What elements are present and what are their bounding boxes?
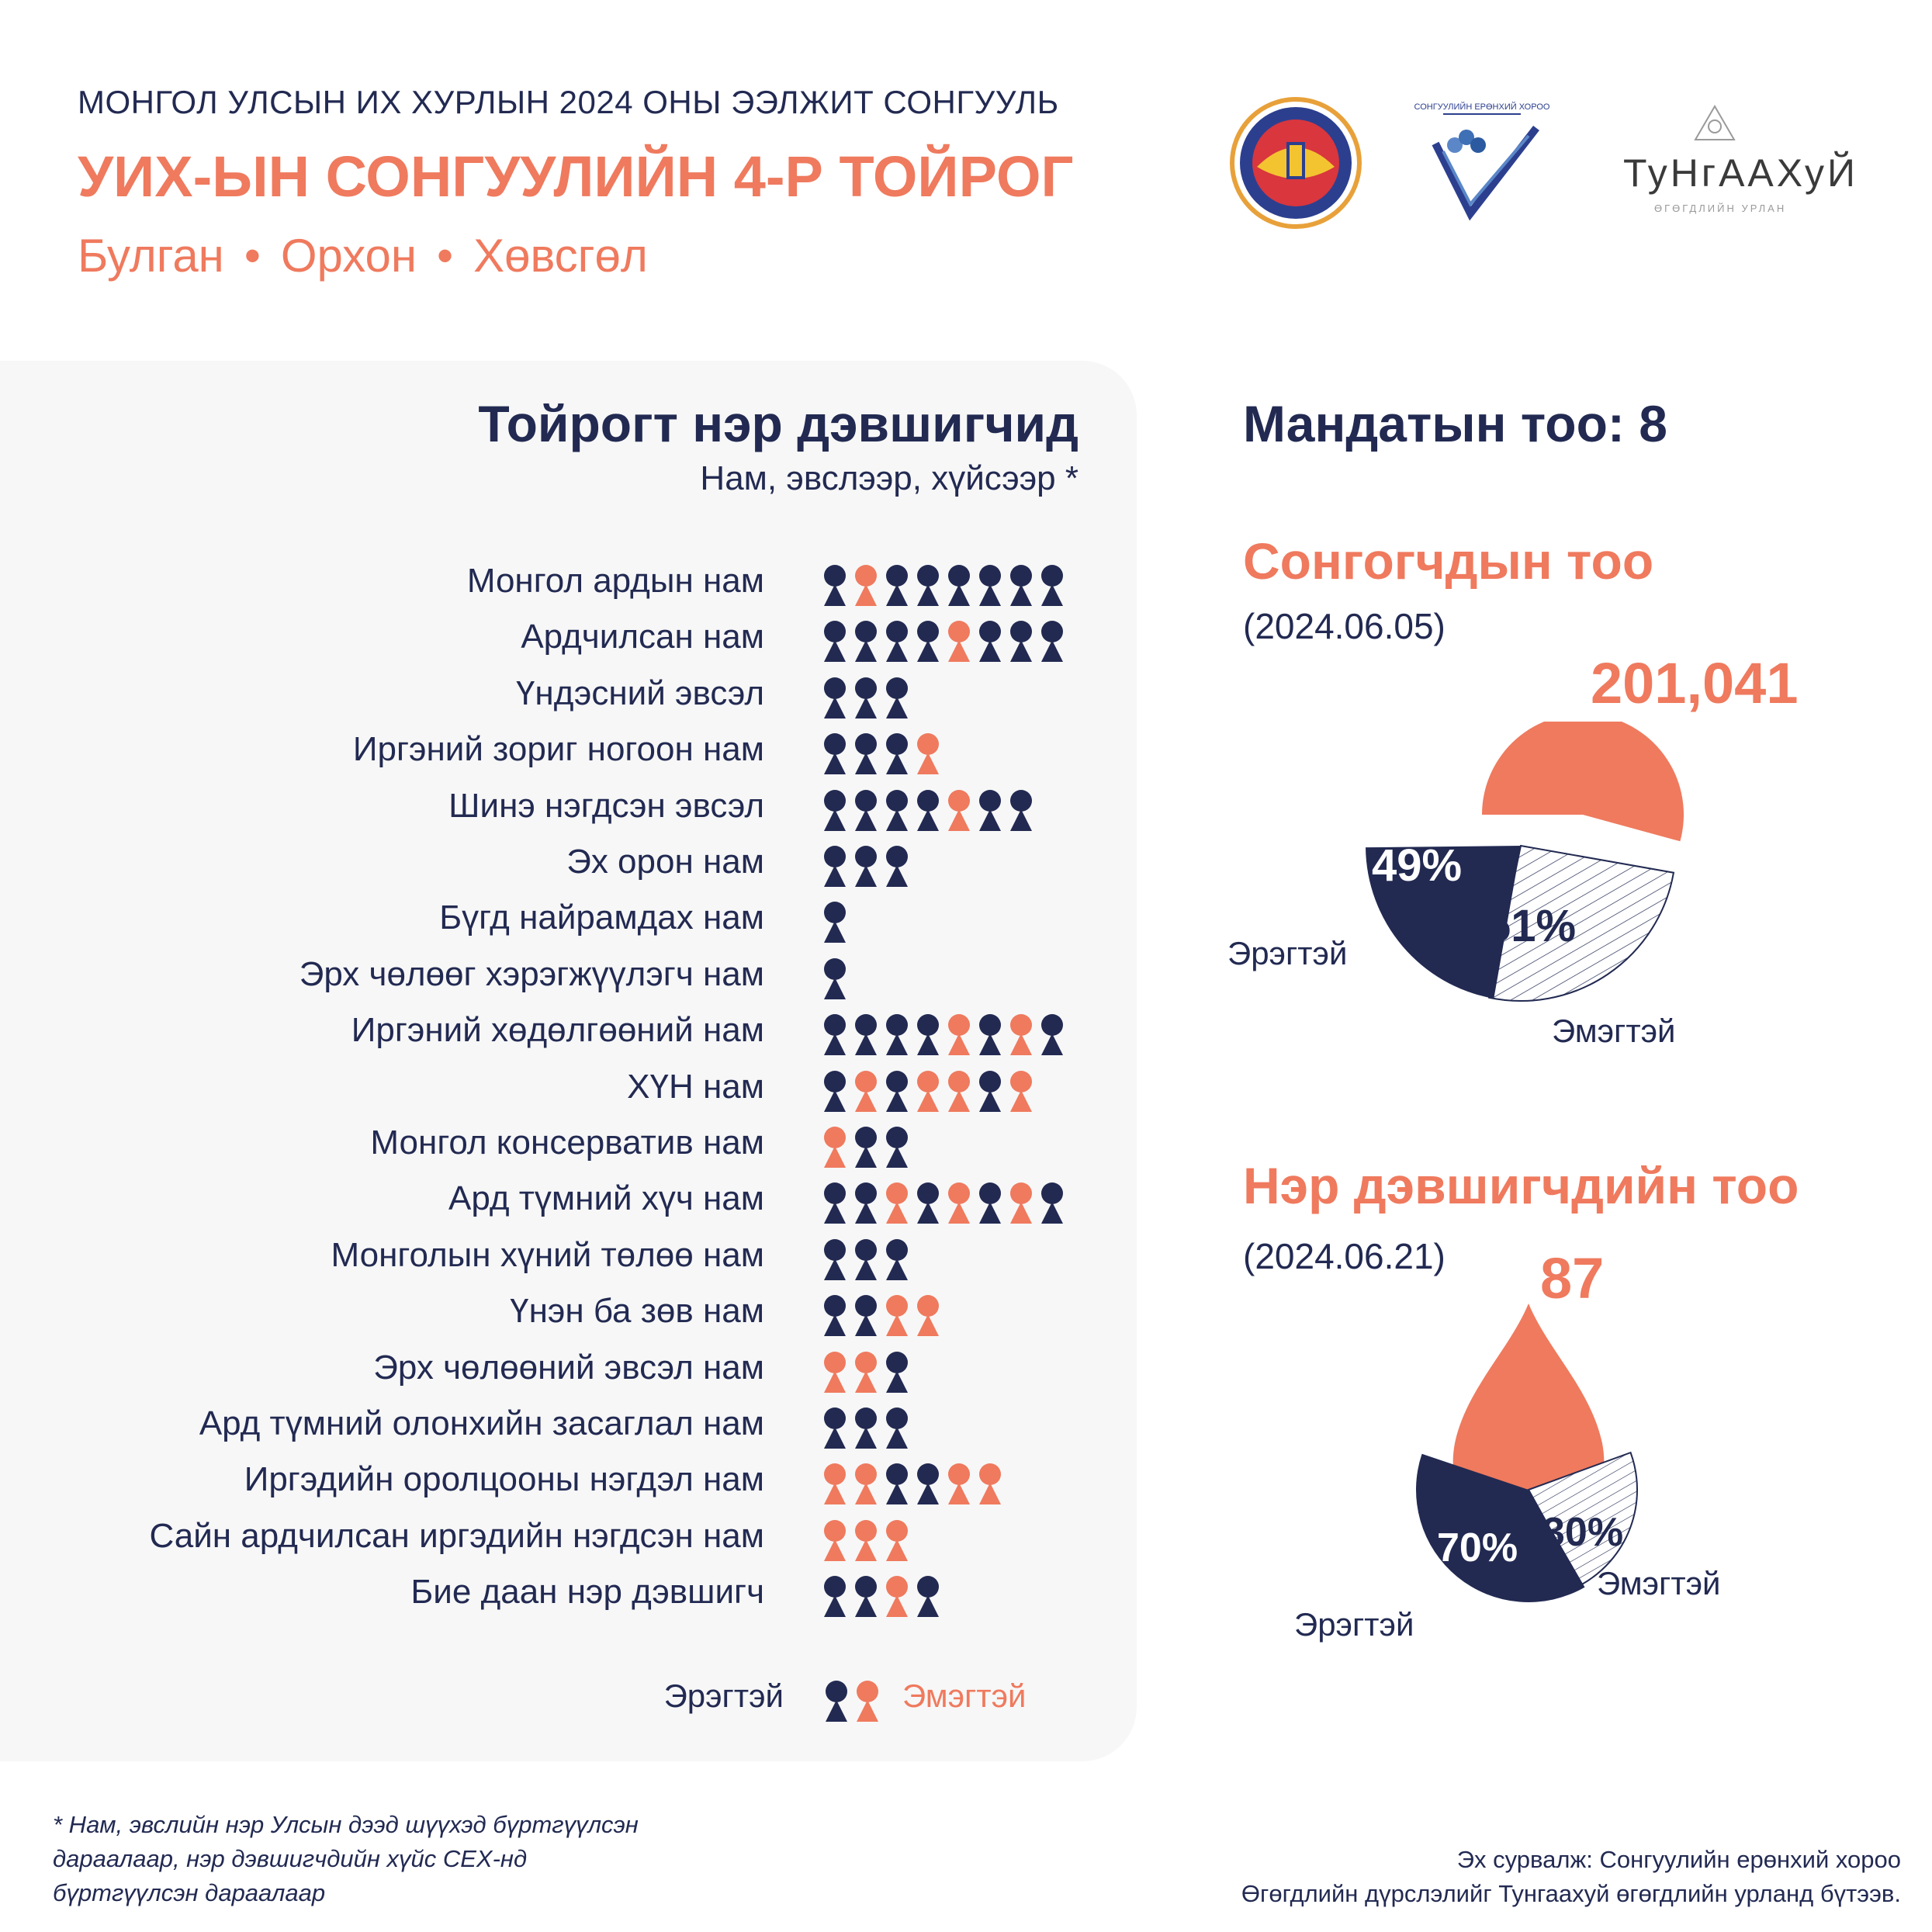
- male-candidate-icon: [821, 620, 849, 663]
- party-candidate-icons: [821, 620, 1066, 663]
- party-candidate-icons: [821, 1070, 1035, 1113]
- candidates-male-label: Эрэгтэй: [1294, 1606, 1414, 1643]
- male-candidate-icon: [821, 564, 849, 608]
- party-name: Үнэн ба зөв нам: [510, 1292, 764, 1331]
- male-candidate-icon: [883, 1070, 911, 1113]
- candidates-female-label: Эмэгтэй: [1597, 1565, 1721, 1601]
- region-list: [78, 229, 648, 282]
- male-candidate-icon: [883, 789, 911, 833]
- male-candidate-icon: [1007, 620, 1035, 663]
- party-name: Эрх чөлөөг хэрэгжүүлэгч нам: [299, 954, 764, 993]
- party-candidate-icons: [821, 1575, 942, 1619]
- source-line: Эх сурвалж: Сонгуулийн ерөнхий хороо: [1456, 1846, 1901, 1873]
- male-person-icon: [822, 1680, 850, 1723]
- voters-total: 201,041: [1591, 651, 1799, 715]
- party-candidate-icons: [821, 789, 1035, 833]
- male-candidate-icon: [821, 845, 849, 888]
- male-candidate-icon: [821, 1294, 849, 1338]
- male-candidate-icon: [1038, 620, 1066, 663]
- male-candidate-icon: [914, 1575, 942, 1619]
- male-candidate-icon: [821, 1575, 849, 1619]
- male-candidate-icon: [852, 1013, 880, 1057]
- female-candidate-icon: [1007, 1013, 1035, 1057]
- candidates-female-pct: 30%: [1542, 1510, 1624, 1555]
- male-candidate-icon: [852, 1575, 880, 1619]
- election-subtitle: МОНГОЛ УЛСЫН ИХ ХУРЛЫН 2024 ОНЫ ЭЭЛЖИТ СОНГУУЛЬ: [78, 84, 1059, 120]
- male-candidate-icon: [883, 845, 911, 888]
- female-candidate-icon: [914, 1294, 942, 1338]
- female-candidate-icon: [852, 1519, 880, 1563]
- male-candidate-icon: [883, 1013, 911, 1057]
- male-candidate-icon: [883, 1351, 911, 1394]
- svg-text:СОНГУУЛИЙН ЕРӨНХИЙ ХОРОО: СОНГУУЛИЙН ЕРӨНХИЙ ХОРОО: [1414, 102, 1550, 112]
- party-candidate-icons: [821, 1013, 1066, 1057]
- male-candidate-icon: [883, 620, 911, 663]
- female-candidate-icon: [821, 1463, 849, 1506]
- party-name: Иргэний зориг ногоон нам: [352, 730, 764, 769]
- region-separator: •: [437, 230, 454, 282]
- male-candidate-icon: [821, 1013, 849, 1057]
- voters-title: Сонгогчдын тоо: [1243, 532, 1654, 590]
- male-candidate-icon: [976, 1013, 1004, 1057]
- page-title: УИХ-ЫН СОНГУУЛИЙН 4-Р ТОЙРОГ: [78, 144, 1074, 209]
- male-candidate-icon: [883, 677, 911, 720]
- female-candidate-icon: [821, 1351, 849, 1394]
- male-candidate-icon: [852, 732, 880, 776]
- party-name: Сайн ардчилсан иргэдийн нэгдсэн нам: [149, 1516, 764, 1555]
- party-name: Эх орон нам: [566, 843, 764, 881]
- male-candidate-icon: [852, 845, 880, 888]
- female-candidate-icon: [852, 1351, 880, 1394]
- party-candidate-icons: [821, 845, 911, 888]
- party-name: Ард түмний олонхийн засаглал нам: [199, 1404, 764, 1442]
- male-candidate-icon: [852, 1238, 880, 1282]
- voters-date: (2024.06.05): [1243, 606, 1446, 646]
- voters-pie-chart: [1319, 722, 1800, 1063]
- party-candidate-icons: [821, 1238, 911, 1282]
- party-candidate-icons: [821, 677, 911, 720]
- male-candidate-icon: [976, 620, 1004, 663]
- male-candidate-icon: [821, 677, 849, 720]
- party-candidate-icons: [821, 564, 1066, 608]
- female-candidate-icon: [976, 1463, 1004, 1506]
- male-candidate-icon: [883, 1238, 911, 1282]
- legend-female-label: Эмэгтэй: [902, 1678, 1027, 1714]
- male-candidate-icon: [852, 620, 880, 663]
- female-candidate-icon: [852, 564, 880, 608]
- party-name: Бүгд найрамдах нам: [439, 898, 764, 937]
- party-candidate-icons: [821, 1182, 1066, 1225]
- male-candidate-icon: [821, 789, 849, 833]
- female-candidate-icon: [821, 1126, 849, 1169]
- female-candidate-icon: [883, 1519, 911, 1563]
- voters-male-pct: 49%: [1372, 840, 1463, 891]
- party-name: Бие даан нэр дэвшигч: [410, 1573, 764, 1612]
- party-name: Ард түмний хүч нам: [448, 1179, 764, 1218]
- male-candidate-icon: [821, 1238, 849, 1282]
- female-candidate-icon: [945, 1070, 973, 1113]
- female-person-icon: [853, 1680, 881, 1723]
- male-candidate-icon: [914, 1013, 942, 1057]
- candidate-count-title: Нэр дэвшигчдийн тоо: [1243, 1157, 1799, 1214]
- candidate-count-date: (2024.06.21): [1243, 1236, 1446, 1276]
- male-candidate-icon: [914, 564, 942, 608]
- party-candidate-icons: [821, 957, 849, 1001]
- male-candidate-icon: [1007, 564, 1035, 608]
- party-candidate-icons: [821, 1463, 1004, 1506]
- logo-row: [1218, 97, 1854, 229]
- male-candidate-icon: [914, 1463, 942, 1506]
- party-name: Иргэний хөдөлгөөний нам: [351, 1011, 764, 1050]
- party-name: Монгол консерватив нам: [370, 1124, 764, 1162]
- male-candidate-icon: [821, 901, 849, 944]
- male-candidate-icon: [976, 1182, 1004, 1225]
- female-candidate-icon: [945, 789, 973, 833]
- party-name: ХҮН нам: [627, 1067, 764, 1106]
- female-candidate-icon: [883, 1575, 911, 1619]
- male-candidate-icon: [883, 564, 911, 608]
- male-candidate-icon: [883, 1126, 911, 1169]
- male-candidate-icon: [821, 1182, 849, 1225]
- mandate-count: Мандатын тоо: 8: [1243, 395, 1667, 452]
- party-name: Шинэ нэгдсэн эвсэл: [448, 786, 764, 825]
- party-name: Эрх чөлөөний эвсэл нам: [373, 1348, 764, 1387]
- party-candidate-icons: [821, 1519, 911, 1563]
- party-name: Монгол ардын нам: [466, 562, 764, 600]
- voters-male-label: Эрэгтэй: [1227, 935, 1348, 971]
- voters-female-label: Эмэгтэй: [1552, 1013, 1676, 1049]
- party-candidate-icons: [821, 1407, 911, 1450]
- female-candidate-icon: [945, 620, 973, 663]
- candidate-count-total: 87: [1540, 1246, 1605, 1311]
- male-candidate-icon: [976, 1070, 1004, 1113]
- party-name: Үндэсний эвсэл: [515, 673, 764, 712]
- female-candidate-icon: [883, 1182, 911, 1225]
- male-candidate-icon: [914, 620, 942, 663]
- source-note: [1241, 1843, 1901, 1911]
- party-name: Ардчилсан нам: [521, 618, 764, 656]
- male-candidate-icon: [976, 789, 1004, 833]
- male-candidate-icon: [821, 1070, 849, 1113]
- female-candidate-icon: [1007, 1182, 1035, 1225]
- party-candidate-icons: [821, 732, 942, 776]
- male-candidate-icon: [852, 1182, 880, 1225]
- male-candidate-icon: [852, 789, 880, 833]
- candidates-title: Тойрогт нэр дэвшигчид: [478, 395, 1079, 452]
- male-candidate-icon: [821, 1407, 849, 1450]
- male-candidate-icon: [821, 957, 849, 1001]
- male-candidate-icon: [1007, 789, 1035, 833]
- female-candidate-icon: [852, 1070, 880, 1113]
- region-name: Хөвсгөл: [473, 230, 648, 282]
- male-candidate-icon: [883, 732, 911, 776]
- female-candidate-icon: [945, 1463, 973, 1506]
- female-candidate-icon: [852, 1463, 880, 1506]
- party-candidate-icons: [821, 901, 849, 944]
- male-candidate-icon: [852, 1294, 880, 1338]
- female-candidate-icon: [1007, 1070, 1035, 1113]
- male-candidate-icon: [852, 677, 880, 720]
- tungaahui-logo: [1623, 106, 1854, 214]
- legend-male-label: Эрэгтэй: [663, 1678, 784, 1714]
- region-name: Орхон: [280, 230, 417, 282]
- male-candidate-icon: [883, 1463, 911, 1506]
- candidates-subtitle: Нам, эвслээр, хүйсээр *: [700, 459, 1079, 497]
- candidates-male-pct: 70%: [1437, 1525, 1518, 1570]
- party-candidate-icons: [821, 1126, 911, 1169]
- female-candidate-icon: [945, 1013, 973, 1057]
- male-candidate-icon: [1038, 1182, 1066, 1225]
- credit-line: Өгөгдлийн дүрслэлийг Тунгаахуй өгөгдлийн урланд бүтээв.: [1241, 1880, 1901, 1907]
- voters-female-pct: 51%: [1486, 901, 1577, 951]
- female-candidate-icon: [914, 732, 942, 776]
- male-candidate-icon: [914, 1182, 942, 1225]
- male-candidate-icon: [1038, 564, 1066, 608]
- party-name: Монголын хүний төлөө нам: [331, 1235, 764, 1274]
- female-candidate-icon: [914, 1070, 942, 1113]
- legend-icons: [822, 1680, 881, 1723]
- region-separator: •: [244, 230, 261, 282]
- svg-text:ТуНгААХуЙ: ТуНгААХуЙ: [1623, 151, 1854, 195]
- female-candidate-icon: [945, 1182, 973, 1225]
- gec-check-logo: [1414, 102, 1550, 213]
- svg-text:ӨГӨГДЛИЙН УРЛАН: ӨГӨГДЛИЙН УРЛАН: [1654, 203, 1787, 214]
- female-candidate-icon: [883, 1294, 911, 1338]
- male-candidate-icon: [1038, 1013, 1066, 1057]
- male-candidate-icon: [821, 732, 849, 776]
- footnote: * Нам, эвслийн нэр Улсын дээд шүүхэд бүртгүүлсэн дараалаар, нэр дэвшигчдийн хүйс СЕХ-нд бүртгүүлсэн дараалаар: [53, 1811, 639, 1906]
- female-candidate-icon: [821, 1519, 849, 1563]
- voters-female-slice-large: [1482, 722, 1684, 841]
- male-candidate-icon: [852, 1407, 880, 1450]
- region-name: Булган: [78, 230, 224, 282]
- male-candidate-icon: [976, 564, 1004, 608]
- party-candidate-icons: [821, 1351, 911, 1394]
- gec-seal-logo: [1232, 99, 1359, 227]
- male-candidate-icon: [945, 564, 973, 608]
- male-candidate-icon: [883, 1407, 911, 1450]
- male-candidate-icon: [914, 789, 942, 833]
- party-name: Иргэдийн оролцооны нэгдэл нам: [244, 1460, 764, 1499]
- party-candidate-icons: [821, 1294, 942, 1338]
- male-candidate-icon: [852, 1126, 880, 1169]
